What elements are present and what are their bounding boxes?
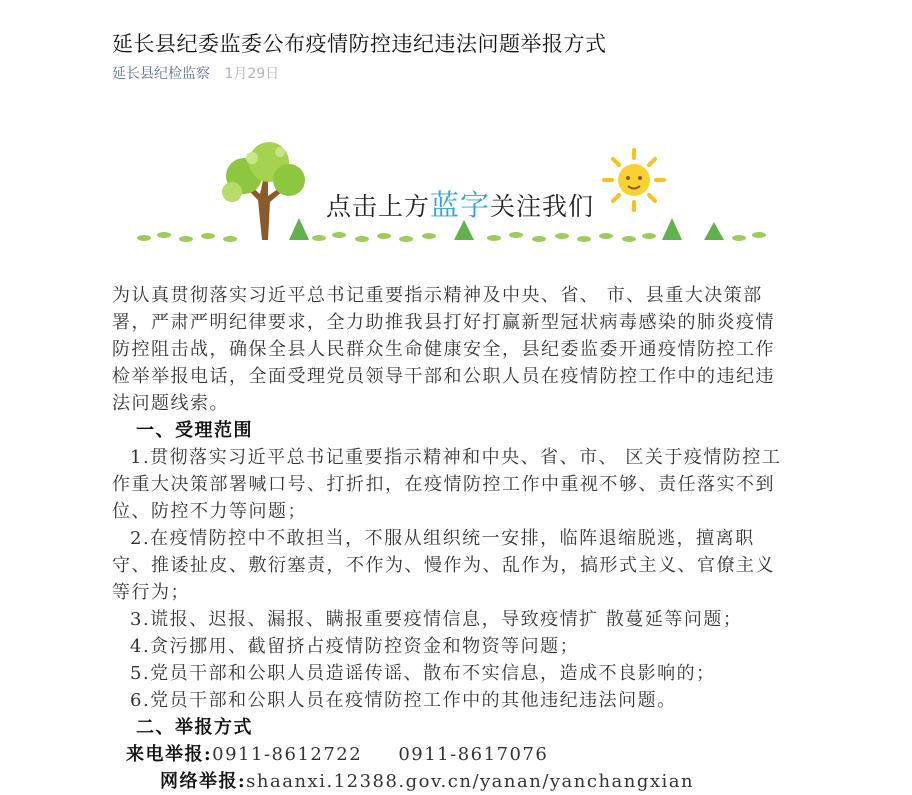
list-item: 4.贪污挪用、截留挤占疫情防控资金和物资等问题；	[130, 636, 580, 657]
follow-text-after: 关注我们	[490, 192, 595, 221]
follow-text-highlight: 蓝字	[430, 188, 491, 222]
section-title-methods: 二、举报方式	[136, 717, 253, 738]
article-body	[112, 282, 792, 795]
list-item: 5.党员干部和公职人员造谣传谣、散布不实信息，造成不良影响的；	[130, 663, 716, 684]
publish-date: 1月29日	[224, 66, 280, 82]
author-link[interactable]: 延长县纪检监察	[112, 66, 210, 82]
sun-icon	[604, 150, 664, 210]
hotline-numbers: 0911-8612722 0911-8617076	[212, 744, 549, 765]
web-report-url[interactable]: shaanxi.12388.gov.cn/yanan/yanchangxian	[246, 771, 695, 792]
web-report-label: 网络举报:	[160, 771, 247, 792]
list-item: 3.谎报、迟报、漏报、瞒报重要疫情信息，导致疫情扩 散蔓延等问题；	[130, 609, 743, 630]
article-title: 延长县纪委监委公布疫情防控违纪违法问题举报方式	[112, 32, 607, 57]
list-item: 6.党员干部和公职人员在疫情防控工作中的其他违纪违法问题。	[130, 690, 677, 711]
intro-paragraph: 为认真贯彻落实习近平总书记重要指示精神及中央、省、 市、县重大决策部署，严肃严明纪律要求，全力助推我县打好打赢新型冠状病毒感染的肺炎疫情防控阻击战，确保全县人民群众生命健康安全，县纪委监委开通疫情防控工作检举举报电话，全面受理党员领导干部和公职人员在疫情防控工作中的违纪违法问题线索。	[112, 285, 775, 414]
hotline-label: 来电举报:	[126, 744, 213, 765]
web-report-line	[112, 768, 792, 795]
article-meta	[112, 63, 279, 83]
section-title-scope: 一、受理范围	[136, 420, 253, 441]
tree-icon	[222, 142, 305, 240]
list-item: 2.在疫情防控中不敢担当，不服从组织统一安排，临阵退缩脱逃，擅离职守、推诿扯皮、敷衍塞责，不作为、慢作为、乱作为，搞形式主义、官僚主义等行为；	[112, 528, 775, 603]
follow-banner	[134, 140, 774, 255]
list-item: 1.贯彻落实习近平总书记重要指示精神和中央、省、市、 区关于疫情防控工作重大决策部署喊口号、打折扣，在疫情防控工作中重视不够、责任落实不到位、防控不力等问题；	[112, 447, 782, 522]
follow-prompt[interactable]	[326, 183, 594, 224]
hotline-line	[112, 741, 792, 768]
follow-text-before: 点击上方	[326, 192, 431, 221]
